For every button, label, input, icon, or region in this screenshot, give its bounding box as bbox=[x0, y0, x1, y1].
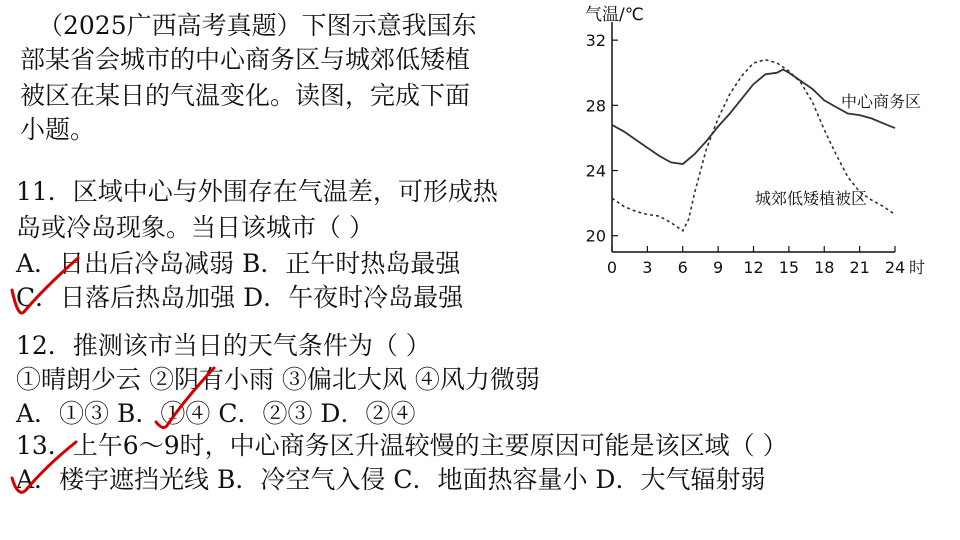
y-tick-label-24: 24 bbox=[585, 161, 606, 181]
q11-options-line-2: C．日落后热岛加强 D．午夜时冷岛最强 bbox=[16, 283, 464, 312]
y-tick-label-20: 20 bbox=[585, 226, 606, 246]
intro-line-1: （2025广西高考真题）下图示意我国东 bbox=[38, 11, 477, 40]
x-tick-label-12: 12 bbox=[743, 258, 764, 277]
x-tick-label-18: 18 bbox=[814, 258, 835, 277]
q11-stem-line-1: 11．区域中心与外围存在气温差，可形成热 bbox=[16, 177, 498, 206]
q12-stem: 12．推测该市当日的天气条件为（ ） bbox=[16, 331, 431, 360]
q11-options-line-1: A．日出后冷岛减弱 B．正午时热岛最强 bbox=[16, 249, 461, 278]
series-label-1: 城郊低矮植被区 bbox=[755, 189, 868, 208]
x-tick-label-9: 9 bbox=[713, 258, 724, 277]
series-label-0: 中心商务区 bbox=[841, 92, 922, 111]
temperature-chart bbox=[575, 0, 935, 285]
q11-stem-line-2: 岛或冷岛现象。当日该城市（ ） bbox=[16, 213, 374, 242]
intro-line-2: 部某省会城市的中心商务区与城郊低矮植 bbox=[20, 45, 471, 74]
y-axis-label: 气温/℃ bbox=[585, 5, 644, 25]
x-tick-label-6: 6 bbox=[677, 258, 688, 277]
x-tick-label-3: 3 bbox=[642, 258, 653, 277]
x-tick-label-21: 21 bbox=[849, 258, 870, 277]
q13-options: A．楼宇遮挡光线 B．冷空气入侵 C．地面热容量小 D．大气辐射弱 bbox=[16, 465, 766, 494]
intro-line-4: 小题。 bbox=[20, 115, 96, 144]
x-tick-label-15: 15 bbox=[778, 258, 800, 277]
y-tick-label-28: 28 bbox=[585, 96, 606, 116]
intro-line-3: 被区在某日的气温变化。读图，完成下面 bbox=[20, 81, 471, 110]
q13-stem: 13．上午6～9时，中心商务区升温较慢的主要原因可能是该区域（ ） bbox=[16, 431, 788, 460]
y-tick-label-32: 32 bbox=[585, 31, 606, 51]
q12-options: A．①③ B．①④ C．②③ D．②④ bbox=[16, 399, 416, 428]
series-line-0 bbox=[612, 70, 895, 165]
q12-statements: ①晴朗少云 ②阴有小雨 ③偏北大风 ④风力微弱 bbox=[16, 365, 540, 394]
x-axis-label: 时 bbox=[909, 258, 926, 277]
x-tick-label-0: 0 bbox=[606, 258, 618, 277]
x-tick-label-24: 24 bbox=[884, 258, 906, 277]
